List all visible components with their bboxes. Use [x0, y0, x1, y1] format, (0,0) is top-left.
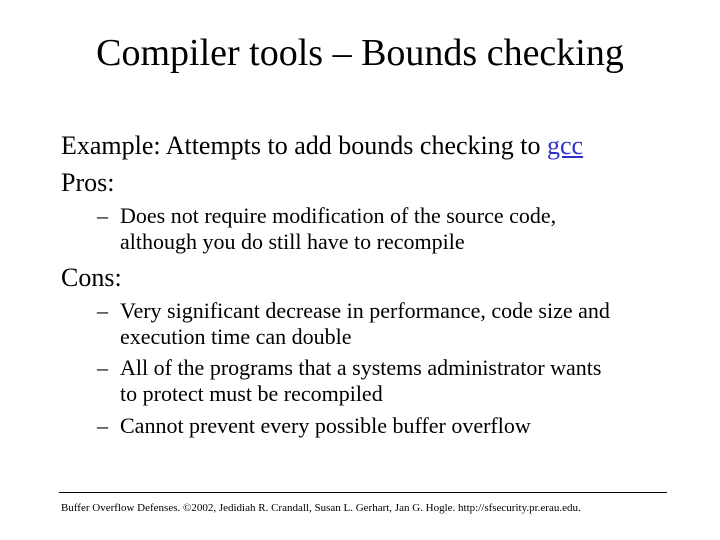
cons-item-line: execution time can double [120, 324, 352, 349]
dash-bullet: – [97, 355, 108, 380]
footer-credits: Buffer Overflow Defenses. ©2002, Jedidiah R. Crandall, Susan L. Gerhart, Jan G. Hogle. http://sfsecurity.pr.erau.edu. [61, 502, 581, 514]
cons-item-line: Cannot prevent every possible buffer overflow [120, 413, 531, 438]
pros-heading: Pros: [61, 168, 115, 197]
slide-title: Compiler tools – Bounds checking [96, 32, 624, 74]
pros-item-line: Does not require modification of the source code, [120, 203, 557, 228]
dash-bullet: – [97, 298, 108, 323]
dash-bullet: – [97, 413, 108, 438]
footer-divider [59, 492, 667, 493]
pros-item-line: although you do still have to recompile [120, 229, 465, 254]
cons-heading: Cons: [61, 263, 122, 292]
cons-item-line: All of the programs that a systems administrator wants [120, 355, 602, 380]
cons-item-line: Very significant decrease in performance, code size and [120, 298, 610, 323]
example-line [61, 131, 583, 161]
example-text: Example: Attempts to add bounds checking to [61, 131, 547, 160]
gcc-link[interactable]: gcc [546, 131, 584, 160]
cons-item-line: to protect must be recompiled [120, 381, 383, 406]
dash-bullet: – [97, 203, 108, 228]
